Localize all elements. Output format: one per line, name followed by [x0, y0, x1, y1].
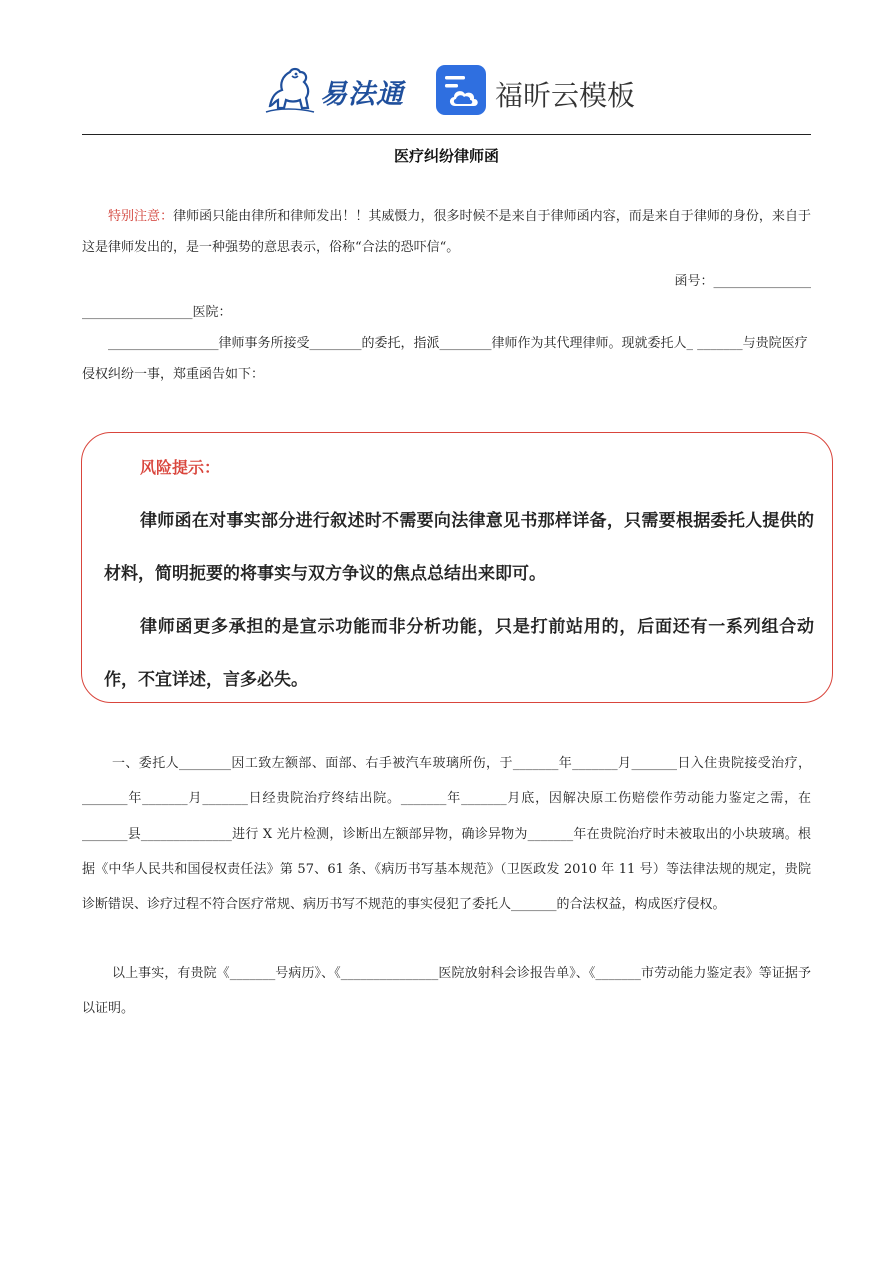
fuxin-logo-text: 福昕云模板: [495, 79, 636, 112]
letter-number: 函号：_______________: [674, 274, 811, 289]
yifatong-logo-text: 易法通: [320, 79, 404, 110]
fuxin-cloud-icon: [435, 64, 487, 116]
special-notice: [82, 201, 811, 263]
yifatong-logo: [262, 62, 412, 118]
risk-paragraph-1: 律师函在对事实部分进行叙述时不需要向法律意见书那样详备，只需要根据委托人提供的材料，简明扼要的将事实与双方争议的焦点总结出来即可。: [104, 511, 814, 584]
document-title: 医疗纠纷律师函: [393, 147, 499, 165]
risk-paragraph-2: 律师函更多承担的是宣示功能而非分析功能，只是打前站用的，后面还有一系列组合动作，不宜详述，言多必失。: [104, 617, 814, 690]
fuxin-logo: [435, 64, 635, 118]
evidence-paragraph: 以上事实，有贵院《_______号病历》、《_______________医院放射科会诊报告单》、《_______市劳动能力鉴定表》等证据予以证明。: [82, 966, 811, 1016]
intro-paragraph: _________________律师事务所接受________的委托，指派________律师作为其代理律师。现就委托人_ _______与贵院医疗侵权纠纷一事，郑重函告如下：: [82, 336, 808, 382]
facts-paragraph: 一、委托人________因工致左额部、面部、右手被汽车玻璃所伤，于_______年_______月_______日入住贵院接受治疗，_______年_______月_______日经贵院治疗终结出院。_______年_______月底，因解决原工伤赔偿作劳动能力鉴定之需，在_______县______________进行 X 光片检测，诊断出左额部异物，确诊异物为_______年在贵院治疗时未被取出的小块玻璃。根据《中华人民共和国侵权责任法》第 57、61 条、《病历书写基本规范》（卫医政发 2010 年 11 号）等法律法规的规定，贵院诊断错误、诊疗过程不符合医疗常规、病历书写不规范的事实侵犯了委托人_______的合法权益，构成医疗侵权。: [82, 756, 811, 913]
header: [0, 58, 893, 122]
risk-title: 风险提示：: [140, 458, 221, 477]
notice-lead: 特别注意：: [108, 209, 174, 224]
notice-text: 律师函只能由律所和律师发出！！其威慑力，很多时候不是来自于律师函内容，而是来自于律师的身份，来自于这是律师发出的，是一种强势的意思表示，俗称“合法的恐吓信“。: [82, 209, 811, 255]
recipient-line: _________________医院：: [82, 305, 232, 320]
header-divider: [82, 134, 811, 135]
risk-notice-box: [81, 432, 833, 703]
qilin-icon: [262, 62, 318, 118]
